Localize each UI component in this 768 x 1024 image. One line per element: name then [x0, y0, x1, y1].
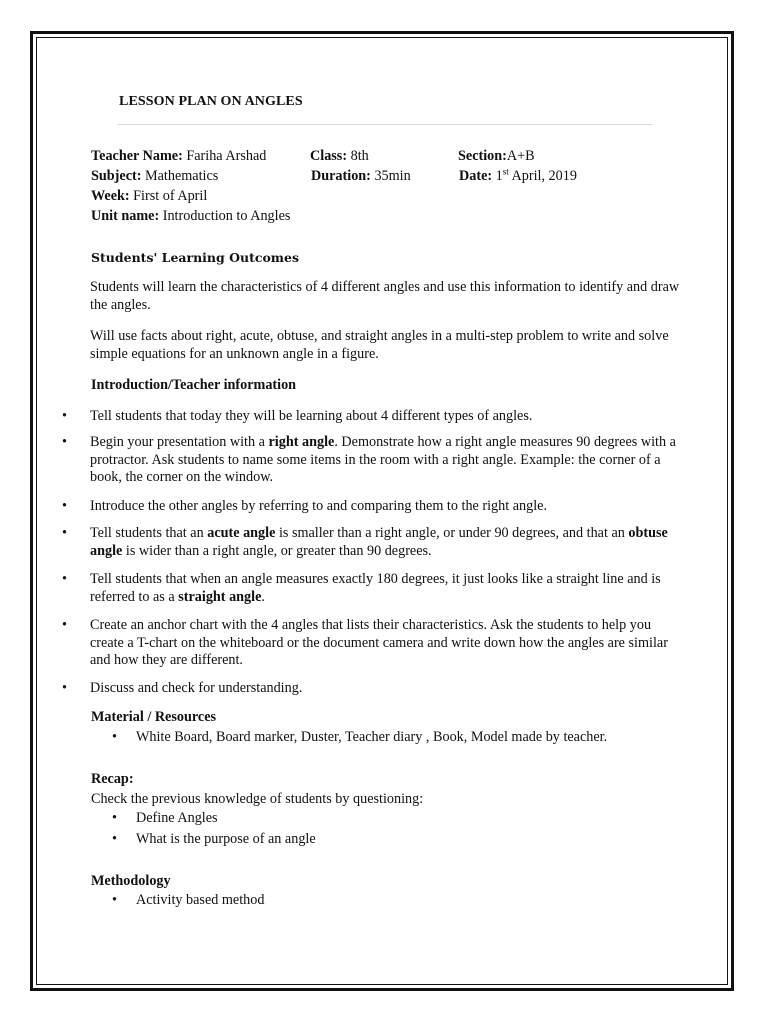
week-value: First of April: [133, 188, 208, 204]
date-label: Date:: [459, 168, 493, 184]
duration-value: 35min: [374, 168, 411, 184]
bullet-icon: •: [62, 434, 67, 450]
subject-value: Mathematics: [145, 168, 219, 184]
term-straight-angle: straight angle: [178, 588, 262, 605]
text-run: .: [261, 588, 265, 605]
bullet-icon: •: [62, 525, 67, 541]
materials-item-text: White Board, Board marker, Duster, Teacher diary , Book, Model made by teacher.: [136, 729, 608, 745]
text-run: is smaller than a right angle, or under 90 degrees, and that an: [275, 525, 629, 541]
text-run: . Demonstrate how a right angle measures 90 degrees with a protractor. Ask students to name some items in the room with a right angle. Example: the corner of a book, the corner on the window.: [90, 434, 676, 485]
text-run: Tell students that an: [90, 525, 208, 541]
intro-bullet-text: Discuss and check for understanding.: [90, 680, 303, 696]
materials-heading: Material / Resources: [91, 709, 217, 725]
class-value: 8th: [350, 148, 369, 164]
bullet-icon: •: [62, 680, 67, 696]
recap-item-text: Define Angles: [136, 810, 218, 826]
term-obtuse-angle: obtuse angle: [90, 525, 668, 559]
recap-item-text: What is the purpose of an angle: [136, 831, 316, 847]
intro-bullet-text: Tell students that today they will be learning about 4 different types of angles.: [90, 408, 533, 424]
bullet-icon: •: [112, 729, 117, 745]
section-value: A+B: [506, 148, 535, 164]
recap-text: Check the previous knowledge of students by questioning:: [91, 791, 424, 807]
section-row: [458, 147, 535, 165]
bullet-icon: •: [62, 571, 67, 587]
date-row: [459, 167, 577, 185]
bullet-icon: •: [112, 831, 117, 847]
class-label: Class:: [310, 148, 348, 164]
bullet-icon: •: [112, 810, 117, 826]
intro-bullet-text: [90, 434, 680, 487]
bullet-icon: •: [62, 498, 67, 514]
bullet-icon: •: [62, 408, 67, 424]
unit-row: [91, 207, 290, 225]
slo-paragraph-2: Will use facts about right, acute, obtuse, and straight angles in a multi-step problem to write and solve simple equations for an unknown angle in a figure.: [90, 328, 669, 362]
text-run: Tell students that when an angle measures exactly 180 degrees, it just looks like a straight line and is referred to as a: [90, 571, 661, 605]
duration-row: [311, 167, 411, 185]
teacher-label: Teacher Name:: [91, 148, 183, 164]
date-day: 1: [495, 168, 503, 184]
title-divider: [117, 124, 652, 125]
intro-bullet-text: Create an anchor chart with the 4 angles that lists their characteristics. Ask the students to help you create a T-chart on the whiteboard or the document camera and write down how the angles are similar and how they are different.: [90, 617, 668, 668]
unit-label: Unit name:: [91, 208, 160, 224]
duration-label: Duration:: [311, 168, 371, 184]
subject-label: Subject:: [91, 168, 142, 184]
date-suffix: st: [502, 166, 509, 177]
section-label: Section:: [458, 148, 507, 164]
date-rest: April, 2019: [511, 168, 577, 184]
teacher-name-row: [91, 147, 266, 165]
week-label: Week:: [91, 188, 130, 204]
week-row: [91, 187, 207, 205]
unit-value: Introduction to Angles: [162, 208, 291, 224]
class-row: [310, 147, 369, 165]
recap-heading: Recap:: [91, 771, 134, 787]
slo-paragraph-1: Students will learn the characteristics of 4 different angles and use this information to identify and draw the angles.: [90, 279, 680, 313]
slo-heading: Students' Learning Outcomes: [91, 250, 300, 265]
page-title: LESSON PLAN ON ANGLES: [119, 94, 303, 109]
intro-heading: Introduction/Teacher information: [91, 377, 297, 393]
intro-bullet-text: Introduce the other angles by referring to and comparing them to the right angle.: [90, 498, 547, 514]
term-acute-angle: acute angle: [207, 525, 276, 541]
text-run: is wider than a right angle, or greater than 90 degrees.: [122, 542, 432, 559]
subject-row: [91, 167, 218, 185]
bullet-icon: •: [112, 892, 117, 908]
bullet-icon: •: [62, 617, 67, 633]
teacher-value: Fariha Arshad: [186, 148, 267, 164]
intro-bullet-text: [90, 525, 680, 560]
term-right-angle: right angle: [268, 434, 335, 450]
text-run: Begin your presentation with a: [90, 434, 269, 450]
methodology-heading: Methodology: [91, 873, 171, 889]
intro-bullet-text: [90, 571, 680, 606]
methodology-item-text: Activity based method: [136, 892, 265, 908]
